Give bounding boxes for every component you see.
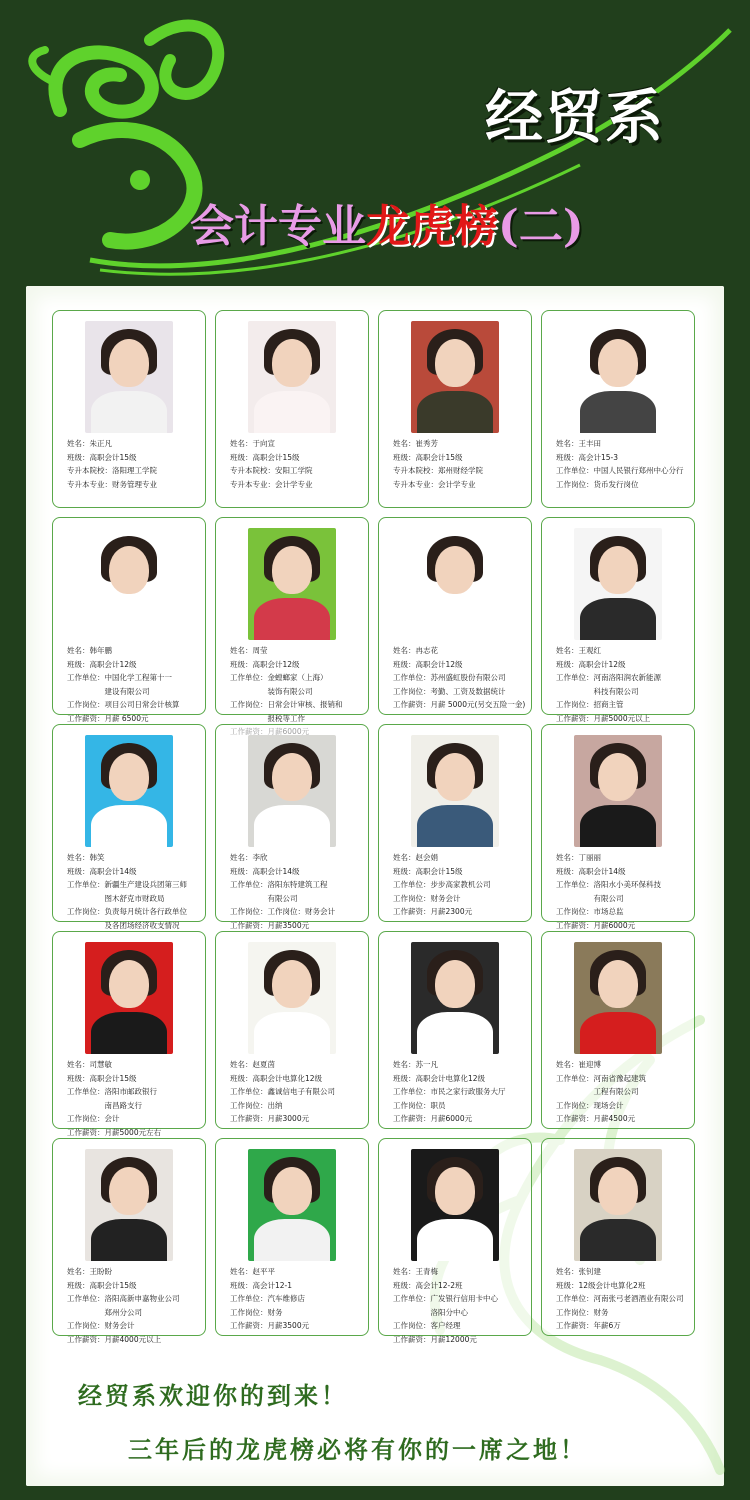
profile-info xyxy=(393,437,525,491)
profile-card xyxy=(541,724,695,930)
profile-info-line: 工作单位：苏州盛虹股份有限公司 xyxy=(393,673,506,682)
profile-photo xyxy=(411,735,499,847)
profile-info-line: 工作薪资：月薪 6500元 xyxy=(67,713,149,723)
profile-info-line: 工作单位：市民之家行政服务大厅 xyxy=(393,1087,506,1096)
profile-info-line: 工作薪资：月薪5000元以上 xyxy=(556,713,651,723)
profile-photo xyxy=(85,321,173,433)
profile-card xyxy=(378,931,532,1129)
profile-photo xyxy=(85,735,173,847)
profile-info-line: 班级：高职会计14级 xyxy=(556,866,626,876)
profile-card xyxy=(541,310,695,508)
profile-info-line: 班级：12级会计电算化2班 xyxy=(556,1280,646,1290)
profile-card xyxy=(52,517,206,723)
profile-info-line: 工作单位：新疆生产建设兵团第三师 xyxy=(67,880,187,889)
profile-photo xyxy=(248,942,336,1054)
profile-info-line: 专升本专业：会计学专业 xyxy=(230,479,313,489)
profile-info-line: 姓名：崔迎博 xyxy=(556,1060,601,1069)
profile-info-line: 工作薪资：月薪3500元 xyxy=(230,920,310,930)
profile-info-line: 工作薪资：月薪12000元 xyxy=(393,1334,477,1344)
profile-info-line: 姓名：王青梅 xyxy=(393,1267,438,1276)
profile-photo xyxy=(574,528,662,640)
profile-photo xyxy=(85,942,173,1054)
profile-photo xyxy=(85,1149,173,1261)
profile-info-line: 工作单位：河南张弓老酒酒业有限公司 xyxy=(556,1294,684,1303)
profile-info-line: 专升本专业：会计学专业 xyxy=(393,479,476,489)
profile-info-line: 工作岗位：日常会计审核、报销和 xyxy=(230,700,343,709)
profile-info-line: 工程有限公司 xyxy=(556,1087,639,1096)
profile-info xyxy=(393,1265,525,1346)
profile-info-line: 工作薪资：月薪3500元 xyxy=(230,1321,310,1330)
profile-info xyxy=(556,1058,688,1126)
profile-info-line: 姓名：韩年鹏 xyxy=(67,646,112,655)
profile-card xyxy=(52,1138,206,1344)
welcome-message: 经贸系欢迎你的到来！ xyxy=(78,1381,348,1410)
profile-info-line: 装饰有限公司 xyxy=(230,686,313,696)
profile-info-line: 工作薪资：月薪5000元左右 xyxy=(67,1127,162,1137)
profile-photo xyxy=(248,321,336,433)
profile-info xyxy=(556,644,688,725)
profile-info xyxy=(230,437,362,491)
profile-info-line: 班级：高职会计15级 xyxy=(393,452,463,462)
profile-info-line: 工作薪资：月薪6000元 xyxy=(393,1114,473,1123)
profile-info-line: 工作单位：汽车维修店 xyxy=(230,1294,305,1303)
profile-info-line: 工作岗位：财务会计 xyxy=(67,1321,135,1330)
profile-info-line: 班级：高职会计14级 xyxy=(67,866,137,876)
profile-card xyxy=(378,517,532,715)
profile-info-line: 班级：高职会计12级 xyxy=(393,659,463,669)
profile-info-line: 姓名：赵平平 xyxy=(230,1267,275,1276)
profile-photo xyxy=(411,942,499,1054)
profile-card xyxy=(541,931,695,1129)
profile-info-line: 姓名：王盼盼 xyxy=(67,1267,112,1276)
profile-info-line: 工作岗位：考勤、工资及数据统计 xyxy=(393,686,506,696)
profile-info-line: 工作薪资：月薪4000元以上 xyxy=(67,1334,162,1344)
profile-info-line: 姓名：赵夏茵 xyxy=(230,1060,275,1069)
profile-photo xyxy=(574,1149,662,1261)
profile-info-line: 工作薪资：月薪6000元 xyxy=(556,920,636,930)
profile-info-line: 有限公司 xyxy=(230,893,298,903)
profile-info xyxy=(67,1058,199,1139)
profile-info-line: 班级：高会计12-2班 xyxy=(393,1280,463,1290)
motivation-message: 三年后的龙虎榜必将有你的一席之地！ xyxy=(128,1435,587,1464)
profile-info-line: 班级：高会计15-3 xyxy=(556,452,619,462)
profile-info-line: 工作岗位：货币发行岗位 xyxy=(556,479,639,489)
profile-info-line: 工作岗位：招商主管 xyxy=(556,700,624,709)
profile-info-line: 专升本院校：安阳工学院 xyxy=(230,466,313,475)
profile-photo xyxy=(248,1149,336,1261)
poster-subtitle xyxy=(190,190,584,254)
profile-info-line: 工作岗位：会计 xyxy=(67,1114,120,1123)
profile-info-line: 工作岗位：财务 xyxy=(556,1307,609,1317)
profile-info xyxy=(393,1058,525,1126)
profile-info-line: 姓名：苏一凡 xyxy=(393,1060,438,1069)
profile-info-line: 南昌路支行 xyxy=(67,1100,142,1110)
profile-info-line: 专升本院校：洛阳理工学院 xyxy=(67,466,157,475)
profile-info-line: 姓名：于向宣 xyxy=(230,439,275,448)
profile-info xyxy=(556,437,688,491)
profile-info xyxy=(230,851,362,932)
profile-info-line: 工作单位：鑫诚信电子有限公司 xyxy=(230,1087,335,1096)
profile-info-line: 工作薪资：年薪6万 xyxy=(556,1321,621,1330)
profile-info-line: 班级：高职会计15级 xyxy=(393,866,463,876)
profile-info xyxy=(67,1265,199,1346)
profile-card xyxy=(215,1138,369,1336)
profile-card xyxy=(52,724,206,930)
profile-info xyxy=(393,851,525,919)
profile-info-line: 姓名：丁丽丽 xyxy=(556,853,601,862)
profile-photo xyxy=(574,321,662,433)
profile-card xyxy=(541,517,695,723)
profile-info xyxy=(230,1058,362,1126)
profile-info-line: 班级：高职会计15级 xyxy=(67,452,137,462)
profile-info-line: 工作岗位：现场会计 xyxy=(556,1100,624,1110)
profile-info-line: 及各团场经济收支情况 xyxy=(67,920,180,930)
profile-card xyxy=(52,931,206,1137)
profile-info-line: 有限公司 xyxy=(556,893,624,903)
profile-info-line: 专升本院校：郑州财经学院 xyxy=(393,466,483,475)
profile-info-line: 姓名：崔秀芳 xyxy=(393,439,438,448)
profile-info-line: 姓名：王丰田 xyxy=(556,439,601,448)
profile-info-line: 工作单位：洛阳市邮政银行 xyxy=(67,1087,157,1096)
profile-info-line: 班级：高职会计12级 xyxy=(67,659,137,669)
profile-card xyxy=(541,1138,695,1336)
profile-card xyxy=(378,310,532,508)
profile-info-line: 建设有限公司 xyxy=(67,686,150,696)
profile-info-line: 工作单位：河南洛阳润农新能源 xyxy=(556,673,661,682)
profile-photo xyxy=(411,1149,499,1261)
subtitle-ranking: 龙虎榜 xyxy=(366,201,498,252)
profile-info-line: 班级：高职会计15级 xyxy=(67,1280,137,1290)
profile-card xyxy=(215,517,369,723)
profile-info-line: 姓名：冉志花 xyxy=(393,646,438,655)
profile-info-line: 姓名：朱正凡 xyxy=(67,439,112,448)
profile-photo xyxy=(411,321,499,433)
profile-info-line: 班级：高职会计15级 xyxy=(230,452,300,462)
profile-card xyxy=(378,724,532,922)
profile-info-line: 姓名：司慧敏 xyxy=(67,1060,112,1069)
profile-card xyxy=(378,1138,532,1344)
profile-info-line: 姓名：韩笑 xyxy=(67,853,105,862)
profile-info-line: 班级：高职会计12级 xyxy=(556,659,626,669)
profile-photo xyxy=(574,942,662,1054)
profile-info xyxy=(67,644,199,725)
profile-photo xyxy=(574,735,662,847)
profile-photo xyxy=(411,528,499,640)
profile-info-line: 工作岗位：财务 xyxy=(230,1307,283,1317)
profile-info xyxy=(556,1265,688,1333)
profile-info-line: 姓名：李欣 xyxy=(230,853,268,862)
profile-info-line: 工作单位：洛阳水小美环保科技 xyxy=(556,880,661,889)
profile-info xyxy=(556,851,688,932)
profile-info-line: 姓名：张钊建 xyxy=(556,1267,601,1276)
subtitle-major: 会计专业 xyxy=(190,201,366,252)
profile-card xyxy=(52,310,206,508)
profile-info-line: 姓名：王观红 xyxy=(556,646,601,655)
profile-info-line: 郑州分公司 xyxy=(67,1307,142,1317)
profile-info-line: 工作岗位：工作岗位：财务会计 xyxy=(230,907,335,916)
profile-info-line: 工作岗位：负责每月统计各行政单位 xyxy=(67,907,187,916)
profile-info-line: 工作薪资：月薪2300元 xyxy=(393,907,473,916)
profile-photo xyxy=(248,735,336,847)
profile-info-line: 工作岗位：财务会计 xyxy=(393,893,461,903)
profile-photo xyxy=(85,528,173,640)
profile-info xyxy=(230,1265,362,1333)
profile-info-line: 工作薪资：月薪3000元 xyxy=(230,1114,310,1123)
profile-info-line: 工作单位：步步高家教机公司 xyxy=(393,880,491,889)
profile-info-line: 工作单位：洛阳东特建筑工程 xyxy=(230,880,328,889)
profile-info-line: 工作单位：金螳螂家（上海） xyxy=(230,673,328,682)
profile-info-line: 工作单位：洛阳高新申嘉物业公司 xyxy=(67,1294,180,1303)
profile-info-line: 工作岗位：市场总监 xyxy=(556,907,624,916)
profile-info-line: 工作单位：中国人民银行郑州中心分行 xyxy=(556,466,684,475)
profile-info-line: 班级：高职会计电算化12级 xyxy=(230,1073,323,1083)
profile-info-line: 班级：高职会计电算化12级 xyxy=(393,1073,486,1083)
profile-photo xyxy=(248,528,336,640)
profile-info-line: 姓名：周莹 xyxy=(230,646,268,655)
profile-info-line: 报税等工作 xyxy=(230,713,305,723)
profile-info-line: 工作单位：广发银行信用卡中心 xyxy=(393,1294,498,1303)
profile-info-line: 科技有限公司 xyxy=(556,686,639,696)
profile-info xyxy=(393,644,525,712)
profile-info-line: 专升本专业：财务管理专业 xyxy=(67,479,157,489)
department-title: 经贸系 xyxy=(485,83,666,151)
profile-info-line: 班级：高职会计14级 xyxy=(230,866,300,876)
profile-info-line: 班级：高会计12-1 xyxy=(230,1280,293,1290)
profile-card xyxy=(215,724,369,930)
profile-info-line: 工作薪资：月薪 5000元(另交五险一金) xyxy=(393,700,525,709)
profile-info-line: 工作岗位：出纳 xyxy=(230,1100,283,1110)
profile-info-line: 洛阳分中心 xyxy=(393,1307,468,1317)
profile-info-line: 班级：高职会计12级 xyxy=(230,659,300,669)
profile-info-line: 工作单位：河南省豫起建筑 xyxy=(556,1073,646,1083)
profile-info-line: 班级：高职会计15级 xyxy=(67,1073,137,1083)
profile-info-line: 工作薪资：月薪4500元 xyxy=(556,1114,636,1123)
profile-info-line: 图木舒克市财政局 xyxy=(67,893,165,903)
subtitle-part: (二) xyxy=(498,201,584,252)
profile-info-line: 工作岗位：项目公司日常会计核算 xyxy=(67,700,180,709)
profile-info-line: 工作岗位：客户经理 xyxy=(393,1321,461,1330)
profile-card xyxy=(215,310,369,508)
profile-info xyxy=(67,851,199,932)
profile-info-line: 工作岗位：职员 xyxy=(393,1100,446,1110)
profile-info-line: 工作单位：中国化学工程第十一 xyxy=(67,673,172,682)
profile-info-line: 姓名：赵会娟 xyxy=(393,853,438,862)
profile-info xyxy=(67,437,199,491)
profile-card xyxy=(215,931,369,1129)
